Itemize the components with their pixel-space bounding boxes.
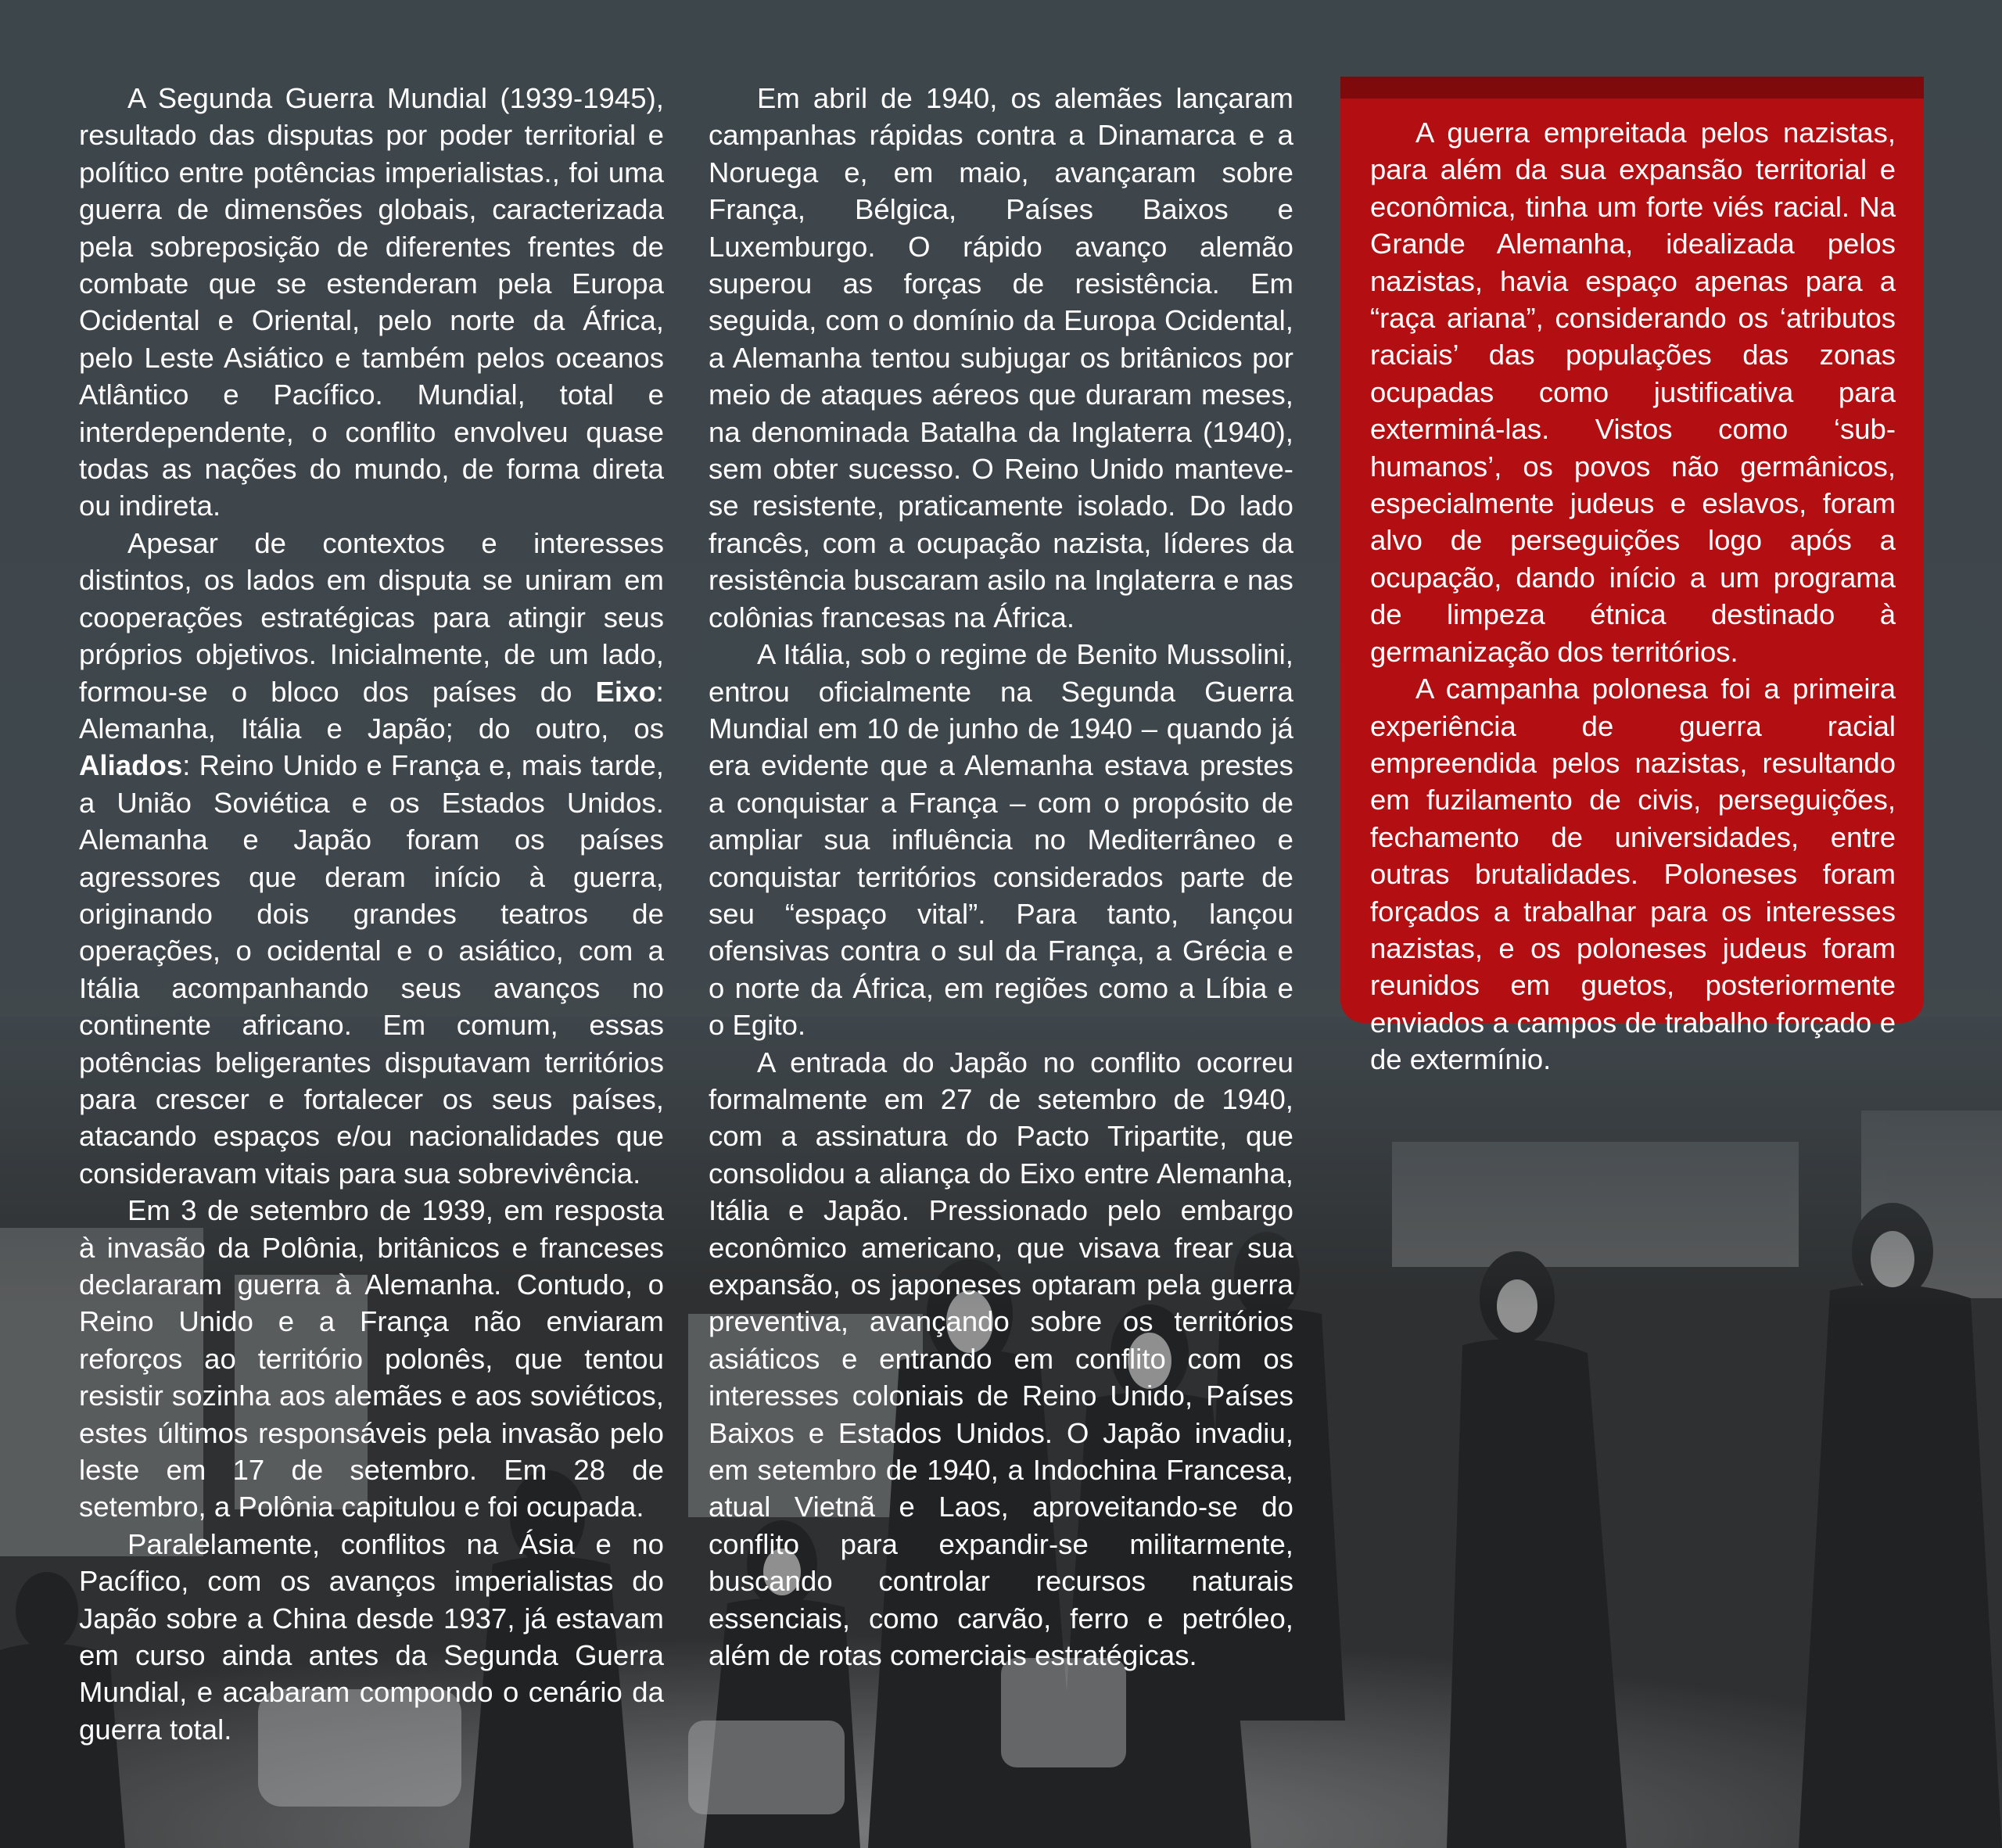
paragraph: A Segunda Guerra Mundial (1939-1945), resultado das disputas por poder territorial e político entre potências imperialistas., foi uma guerra de dimensões globais, caracterizada pela sobreposição de diferentes frentes de combate que se estenderam pela Europa Ocidental e Oriental, pelo norte da África, pelo Leste Asiático e também pelos oceanos Atlântico e Pacífico. Mundial, total e interdependente, o conflito envolveu quase todas as nações do mundo, de forma direta ou indireta.: [79, 82, 664, 522]
paragraph: [79, 525, 664, 1192]
article-column-middle: [709, 80, 1293, 1674]
paragraph-text: : Reino Unido e França e, mais tarde, a União Soviética e os Estados Unidos. Alemanha e Japão foram os países agressores que deram início à guerra, originando dois grandes teatros de operações, o ocidental e o asiático, com a Itália acompanhando seus avanços no continente africano. Em comum, essas potências beligerantes disputavam territórios para crescer e fortalecer os seus países, atacando espaços e/ou nacionalidades que consideravam vitais para sua sobrevivência.: [79, 749, 664, 1190]
highlight-box-top-bar: [1340, 77, 1924, 99]
paragraph-text: : Alemanha, Itália e Japão; do outro, os: [79, 675, 664, 745]
paragraph: A campanha polonesa foi a primeira experiência de guerra racial empreendida pelos nazistas, resultando em fuzilamento de civis, perseguições, fechamento de universidades, entre outras brutalidades. Poloneses foram forçados a trabalhar para os interesses nazistas, e os poloneses judeus foram reunidos em guetos, posteriormente enviados a campos de trabalho forçado e de extermínio.: [1370, 673, 1896, 1076]
paragraph: A entrada do Japão no conflito ocorreu formalmente em 27 de setembro de 1940, com a assinatura do Pacto Tripartite, que consolidou a aliança do Eixo entre Alemanha, Itália e Japão. Pressionado pelo embargo econômico americano, que visava frear sua expansão, os japoneses optaram pela guerra preventiva, avançando sobre os territórios asiáticos e entrando em conflito com os interesses coloniais de Reino Unido, Países Baixos e Estados Unidos. O Japão invadiu, em setembro de 1940, a Indochina Francesa, atual Vietnã e Laos, aproveitando-se do conflito para expandir-se militarmente, buscando controlar recursos naturais essenciais, como carvão, ferro e petróleo, além de rotas comerciais estratégicas.: [709, 1046, 1293, 1672]
article-column-left: [79, 80, 664, 1748]
paragraph: A guerra empreitada pelos nazistas, para além da sua expansão territorial e econômica, tinha um forte viés racial. Na Grande Alemanha, idealizada pelos nazistas, havia espaço apenas para a “raça ariana”, considerando os ‘atributos raciais’ das populações das zonas ocupadas como justificativa para exterminá-las. Vistos como ‘sub-humanos’, os povos não germânicos, especialmente judeus e eslavos, foram alvo de perseguições logo após a ocupação, dando início a um programa de limpeza étnica destinado à germanização dos territórios.: [1370, 117, 1896, 668]
paragraph: Em abril de 1940, os alemães lançaram campanhas rápidas contra a Dinamarca e a Noruega e, em maio, avançaram sobre França, Bélgica, Países Baixos e Luxemburgo. O rápido avanço alemão superou as forças de resistência. Em seguida, com o domínio da Europa Ocidental, a Alemanha tentou subjugar os britânicos por meio de ataques aéreos que duraram meses, na denominada Batalha da Inglaterra (1940), sem obter sucesso. O Reino Unido manteve-se resistente, praticamente isolado. Do lado francês, com a ocupação nazista, líderes da resistência buscaram asilo na Inglaterra e nas colônias francesas na África.: [709, 82, 1293, 633]
highlight-box-text: [1370, 114, 1896, 1078]
highlight-box: [1340, 77, 1924, 1076]
term-eixo: Eixo: [595, 675, 656, 708]
term-aliados: Aliados: [79, 749, 183, 782]
paragraph-text: Apesar de contextos e interesses distintos, os lados em disputa se uniram em cooperações estratégicas para atingir seus próprios objetivos. Inicialmente, de um lado, formou-se o bloco dos países do: [79, 526, 664, 708]
paragraph: A Itália, sob o regime de Benito Mussolini, entrou oficialmente na Segunda Guerra Mundial em 10 de junho de 1940 – quando já era evidente que a Alemanha estava prestes a conquistar a França – com o propósito de ampliar sua influência no Mediterrâneo e conquistar territórios considerados parte de seu “espaço vital”. Para tanto, lançou ofensivas contra o sul da França, a Grécia e o norte da África, em regiões como a Líbia e o Egito.: [709, 638, 1293, 1042]
paragraph: Em 3 de setembro de 1939, em resposta à invasão da Polônia, britânicos e franceses declararam guerra à Alemanha. Contudo, o Reino Unido e a França não enviaram reforços ao território polonês, que tentou resistir sozinha aos alemães e aos soviéticos, estes últimos responsáveis pela invasão pelo leste em 17 de setembro. Em 28 de setembro, a Polônia capitulou e foi ocupada.: [79, 1194, 664, 1523]
paragraph: Paralelamente, conflitos na Ásia e no Pacífico, com os avanços imperialistas do Japão sobre a China desde 1937, já estavam em curso ainda antes da Segunda Guerra Mundial, e acabaram compondo o cenário da guerra total.: [79, 1527, 664, 1746]
